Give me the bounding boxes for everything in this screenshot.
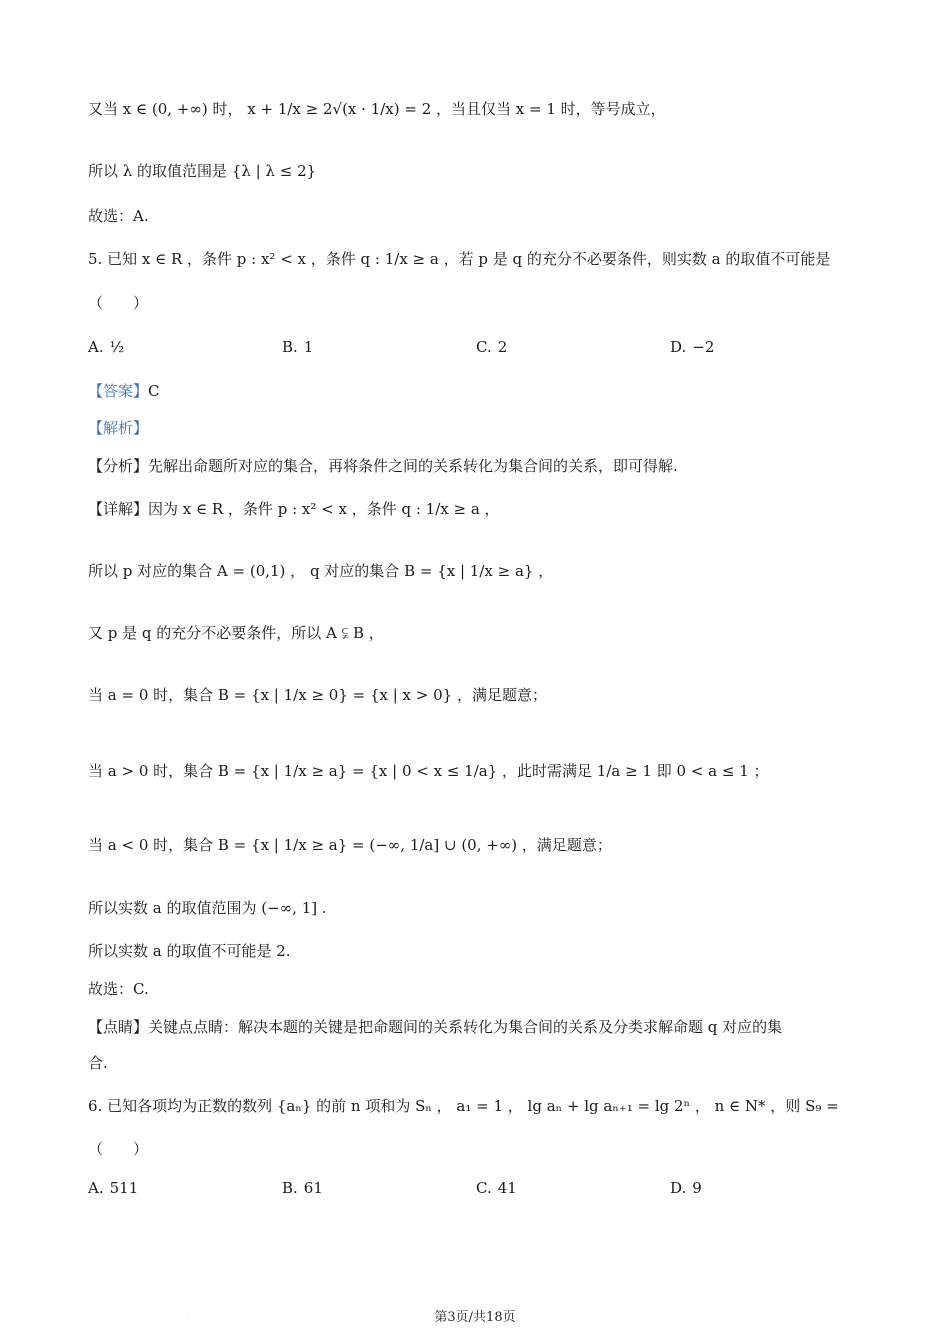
option-value: 41 <box>497 1179 517 1197</box>
option-value: 9 <box>692 1179 702 1197</box>
page-footer: 第3页/共18页 <box>434 1310 516 1325</box>
option-value: 1 <box>303 338 314 356</box>
text-line: 【点睛】关键点点睛：解决本题的关键是把命题间的关系转化为集合间的关系及分类求解命题 q 对应的集 <box>88 1018 783 1036</box>
text-line: 6. 已知各项均为正数的数列 {aₙ} 的前 n 项和为 Sₙ ， a₁ = 1 ， lg aₙ + lg aₙ₊₁ = lg 2ⁿ ， n ∈ N* ，则 S₉ = <box>88 1097 839 1115</box>
option-label: C. <box>476 338 492 356</box>
text-line <box>88 417 148 439</box>
text-line: 当 a < 0 时，集合 B = {x | 1/x ≥ a} = (−∞, 1/a] ∪ (0, +∞) ，满足题意； <box>88 836 612 854</box>
option-value: 2 <box>497 338 508 356</box>
scan-dot: · <box>188 1312 190 1319</box>
option-b <box>282 336 313 358</box>
text-line: 【详解】因为 x ∈ R ，条件 p : x² < x ，条件 q : 1/x ≥ a ， <box>88 500 500 518</box>
text-line: （ ） <box>88 1140 149 1158</box>
option-c <box>476 1177 517 1199</box>
option-d <box>670 336 714 358</box>
section-tag-rest: C <box>148 382 160 400</box>
text-line <box>88 380 160 402</box>
option-b <box>282 1177 323 1199</box>
section-tag: 【解析】 <box>88 419 149 437</box>
section-tag: 【答案】 <box>88 382 149 400</box>
text-line: 当 a > 0 时，集合 B = {x | 1/x ≥ a} = {x | 0 < x ≤ 1/a} ，此时需满足 1/a ≥ 1 即 0 < a ≤ 1 ； <box>88 762 769 780</box>
option-label: A. <box>88 1179 104 1197</box>
text-line: 又当 x ∈ (0, +∞) 时， x + 1/x ≥ 2√(x · 1/x) = 2 ，当且仅当 x = 1 时，等号成立， <box>88 100 666 118</box>
option-label: D. <box>670 338 687 356</box>
text-line: 所以实数 a 的取值范围为 (−∞, 1] . <box>88 899 327 917</box>
text-line: （ ） <box>88 294 149 312</box>
option-c <box>476 336 507 358</box>
option-a <box>88 1177 138 1199</box>
text-line: 故选：C. <box>88 980 149 998</box>
text-line: 故选：A. <box>88 207 149 225</box>
text-line: 5. 已知 x ∈ R ，条件 p : x² < x ，条件 q : 1/x ≥ a ，若 p 是 q 的充分不必要条件，则实数 a 的取值不可能是 <box>88 250 831 268</box>
option-label: B. <box>282 338 298 356</box>
option-value: 61 <box>303 1179 323 1197</box>
text-line: 所以 p 对应的集合 A = (0,1) ， q 对应的集合 B = {x | 1/x ≥ a} ， <box>88 562 554 580</box>
option-d <box>670 1177 702 1199</box>
text-line: 又 p 是 q 的充分不必要条件，所以 A ⫋ B ， <box>88 624 384 642</box>
option-value: 511 <box>109 1179 139 1197</box>
text-line: 所以实数 a 的取值不可能是 2. <box>88 942 291 960</box>
option-a <box>88 336 124 358</box>
option-label: C. <box>476 1179 492 1197</box>
text-line: 合. <box>88 1054 108 1072</box>
option-label: D. <box>670 1179 687 1197</box>
text-line: 当 a = 0 时，集合 B = {x | 1/x ≥ 0} = {x | x > 0} ，满足题意； <box>88 686 547 704</box>
option-value: −2 <box>692 338 715 356</box>
option-label: B. <box>282 1179 298 1197</box>
text-line: 所以 λ 的取值范围是 {λ | λ ≤ 2} <box>88 162 317 180</box>
text-line: 【分析】先解出命题所对应的集合，再将条件之间的关系转化为集合间的关系，即可得解. <box>88 457 678 475</box>
option-value: ½ <box>109 338 125 356</box>
option-label: A. <box>88 338 104 356</box>
